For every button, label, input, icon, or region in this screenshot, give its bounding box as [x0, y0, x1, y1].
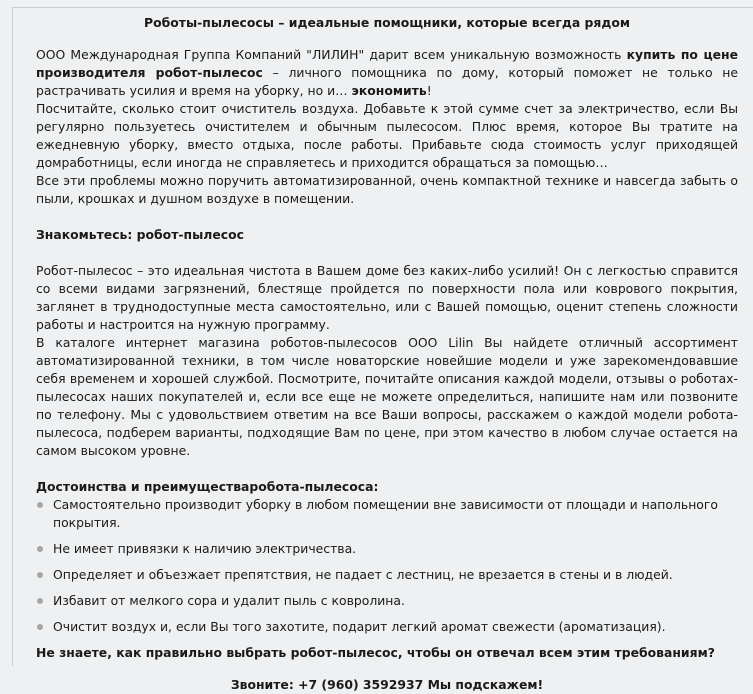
- bullet-icon: [37, 572, 43, 578]
- list-item: [36, 496, 738, 532]
- intro-paragraph-1: [36, 46, 738, 100]
- bullet-icon: [37, 598, 43, 604]
- list-item-text: Самостоятельно производит уборку в любом помещении вне зависимости от площади и напольного покрытия.: [53, 497, 718, 530]
- section1-paragraph-2: В каталоге интернет магазина роботов-пылесосов ООО Lilin Вы найдете отличный ассортимент автоматизированной техники, в том числе новаторские новейшие модели и уже зарекомендовавшие себя временем и хорошей службой. Посмотрите, почитайте описания каждой модели, отзывы о роботах-пылесосах наших покупателей и, если все еще не можете определиться, напишите нам или позвоните по телефону. Мы с удовольствием ответим на все Ваши вопросы, расскажем о каждой модели робота-пылесоса, подберем варианты, подходящие Вам по цене, при этом качество в любом случае остается на самом высоком уровне.: [36, 335, 738, 458]
- intro-bold-save: экономить: [351, 83, 427, 98]
- list-item: [36, 566, 738, 584]
- intro-paragraph-3: Все эти проблемы можно поручить автоматизированной, очень компактной технике и навсегда забыть о пыли, крошках и душном воздухе в помещении.: [36, 173, 738, 206]
- article: [36, 14, 738, 694]
- list-item-text: Очистит воздух и, если Вы того захотите, подарит легкий аромат свежести (ароматизация).: [53, 619, 666, 634]
- frame-left-border: [12, 7, 13, 666]
- intro-paragraph-2: Посчитайте, сколько стоит очиститель воздуха. Добавьте к этой сумме счет за электричество, если Вы регулярно пользуетесь очистителем и обычным пылесосом. Плюс время, которое Вы тратите на ежедневную уборку, вместо отдыха, после работы. Прибавьте сюда стоимость услуг приходящей домработницы, если иногда не справляетесь и приходится обращаться за помощью…: [36, 101, 738, 170]
- list-item: [36, 592, 738, 610]
- list-item-text: Избавит от мелкого сора и удалит пыль с ковролина.: [53, 593, 405, 608]
- intro-text-e: !: [426, 83, 432, 98]
- section-heading-meet: Знакомьтесь: робот-пылесос: [36, 227, 244, 242]
- list-item-text: Определяет и объезжает препятствия, не падает с лестниц, не врезается в стены и в людей.: [53, 567, 673, 582]
- list-item: [36, 540, 738, 558]
- bullet-icon: [37, 546, 43, 552]
- question-text: Не знаете, как правильно выбрать робот-пылесос, чтобы он отвечал всем этим требованиям?: [36, 645, 715, 660]
- intro-text-c: – личного помощника по дому, который поможет не только не растрачивать усилия и время на уборку, но и…: [36, 65, 738, 98]
- call-to-action: Звоните: +7 (960) 3592937 Мы подскажем!: [230, 677, 544, 692]
- list-item-text: Не имеет привязки к наличию электричества.: [53, 541, 357, 556]
- advantages-list: [36, 496, 738, 636]
- section-heading-advantages: Достоинства и преимуществаробота-пылесоса:: [36, 479, 379, 494]
- page-title: Роботы-пылесосы – идеальные помощники, которые всегда рядом: [144, 15, 630, 30]
- bullet-icon: [37, 624, 43, 630]
- frame-top-border: [12, 7, 753, 8]
- section1-paragraph-1: Робот-пылесос – это идеальная чистота в Вашем доме без каких-либо усилий! Он с легкостью справится со всеми видами загрязнений, блестяще пройдется по поверхности пола или коврового покрытия, заглянет в труднодоступные места самостоятельно, или с Вашей помощью, оценит степень сложности работы и настроится на нужную программу.: [36, 263, 738, 332]
- intro-bold-buy: купить по цене производителя робот-пылесос: [36, 47, 739, 80]
- bullet-icon: [37, 502, 43, 508]
- list-item: [36, 618, 738, 636]
- intro-text-a: ООО Международная Группа Компаний "ЛИЛИН" дарит всем уникальную возможность: [36, 47, 627, 62]
